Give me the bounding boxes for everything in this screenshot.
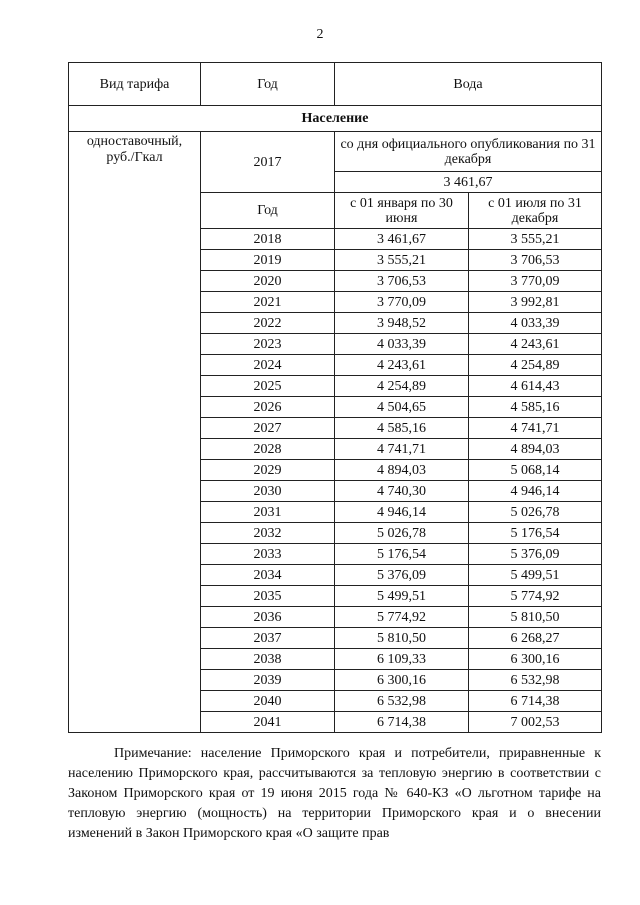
row-first-half-value: 3 770,09: [335, 292, 469, 313]
row-year: 2040: [201, 691, 335, 712]
row-second-half-value: 6 714,38: [469, 691, 602, 712]
row-first-half-value: 5 376,09: [335, 565, 469, 586]
row-second-half-value: 4 741,71: [469, 418, 602, 439]
row-second-half-value: 5 176,54: [469, 523, 602, 544]
row-first-half-value: 5 499,51: [335, 586, 469, 607]
row-first-half-value: 3 555,21: [335, 250, 469, 271]
row-second-half-value: 7 002,53: [469, 712, 602, 733]
row-second-half-value: 4 585,16: [469, 397, 602, 418]
row-first-half-value: 4 033,39: [335, 334, 469, 355]
row-year: 2023: [201, 334, 335, 355]
row-first-half-value: 5 026,78: [335, 523, 469, 544]
row-first-half-value: 4 946,14: [335, 502, 469, 523]
row-year: 2032: [201, 523, 335, 544]
row-second-half-value: 3 706,53: [469, 250, 602, 271]
row-second-half-value: 4 033,39: [469, 313, 602, 334]
row-year: 2018: [201, 229, 335, 250]
tariff-table: [68, 62, 602, 733]
row-first-half-value: 4 894,03: [335, 460, 469, 481]
row-first-half-value: 6 714,38: [335, 712, 469, 733]
header-tariff-type: Вид тарифа: [69, 63, 201, 106]
row-year: 2039: [201, 670, 335, 691]
section-row: [69, 106, 602, 132]
row-second-half-value: 5 026,78: [469, 502, 602, 523]
row-second-half-value: 6 532,98: [469, 670, 602, 691]
row-first-half-value: 4 740,30: [335, 481, 469, 502]
header-water: Вода: [335, 63, 602, 106]
row-second-half-value: 5 810,50: [469, 607, 602, 628]
row-second-half-value: 4 254,89: [469, 355, 602, 376]
first-period-label: со дня официального опубликования по 31 декабря: [335, 132, 602, 172]
row-second-half-value: 5 068,14: [469, 460, 602, 481]
row-year: 2020: [201, 271, 335, 292]
row-second-half-value: 3 992,81: [469, 292, 602, 313]
row-second-half-value: 3 770,09: [469, 271, 602, 292]
row-year: 2022: [201, 313, 335, 334]
row-year: 2027: [201, 418, 335, 439]
page-number: 2: [316, 27, 324, 42]
row-first-half-value: 6 109,33: [335, 649, 469, 670]
section-title: Население: [69, 106, 602, 132]
row-year: 2029: [201, 460, 335, 481]
row-year: 2028: [201, 439, 335, 460]
row-year: 2034: [201, 565, 335, 586]
row-first-half-value: 4 254,89: [335, 376, 469, 397]
row-second-half-value: 6 268,27: [469, 628, 602, 649]
header-year: Год: [201, 63, 335, 106]
row-first-half-value: 4 504,65: [335, 397, 469, 418]
row-year: 2036: [201, 607, 335, 628]
row-year: 2035: [201, 586, 335, 607]
row-second-half-value: 6 300,16: [469, 649, 602, 670]
row-year: 2019: [201, 250, 335, 271]
row-year: 2037: [201, 628, 335, 649]
row-second-half-value: 4 243,61: [469, 334, 602, 355]
row-year: 2030: [201, 481, 335, 502]
row-second-half-value: 5 499,51: [469, 565, 602, 586]
row-year: 2021: [201, 292, 335, 313]
row-first-half-value: 3 706,53: [335, 271, 469, 292]
subheader-first-half: с 01 января по 30 июня: [335, 193, 469, 229]
first-period-value: 3 461,67: [335, 172, 602, 193]
tariff-type-cell: одноставочный, руб./Гкал: [69, 132, 201, 733]
row-year: 2025: [201, 376, 335, 397]
row-first-half-value: 3 461,67: [335, 229, 469, 250]
first-year-cell: 2017: [201, 132, 335, 193]
row-year: 2026: [201, 397, 335, 418]
subheader-second-half: с 01 июля по 31 декабря: [469, 193, 602, 229]
note: [68, 744, 601, 844]
row-year: 2038: [201, 649, 335, 670]
subheader-year: Год: [201, 193, 335, 229]
note-text: Примечание: население Приморского края и потребители, приравненные к населению Приморского края, рассчитываются за тепловую энергию в соответствии с Законом Приморского края от 19 июня 2015 года № 640-КЗ «О льготном тарифе на тепловую энергию (мощность) на территории Приморского края и о внесении изменений в Закон Приморского края «О защите прав: [68, 746, 601, 841]
row-year: 2033: [201, 544, 335, 565]
row-second-half-value: 4 614,43: [469, 376, 602, 397]
row-first-half-value: 6 300,16: [335, 670, 469, 691]
row-second-half-value: 5 774,92: [469, 586, 602, 607]
row-first-half-value: 4 741,71: [335, 439, 469, 460]
row-second-half-value: 4 946,14: [469, 481, 602, 502]
row-second-half-value: 5 376,09: [469, 544, 602, 565]
row-year: 2031: [201, 502, 335, 523]
row-first-half-value: 5 810,50: [335, 628, 469, 649]
row-first-half-value: 4 585,16: [335, 418, 469, 439]
row-second-half-value: 3 555,21: [469, 229, 602, 250]
row-first-half-value: 4 243,61: [335, 355, 469, 376]
row-year: 2024: [201, 355, 335, 376]
row-second-half-value: 4 894,03: [469, 439, 602, 460]
row-first-half-value: 5 176,54: [335, 544, 469, 565]
row-first-half-value: 5 774,92: [335, 607, 469, 628]
table-header-row: [69, 63, 602, 106]
row-first-half-value: 3 948,52: [335, 313, 469, 334]
first-period-row: [69, 132, 602, 172]
row-first-half-value: 6 532,98: [335, 691, 469, 712]
row-year: 2041: [201, 712, 335, 733]
